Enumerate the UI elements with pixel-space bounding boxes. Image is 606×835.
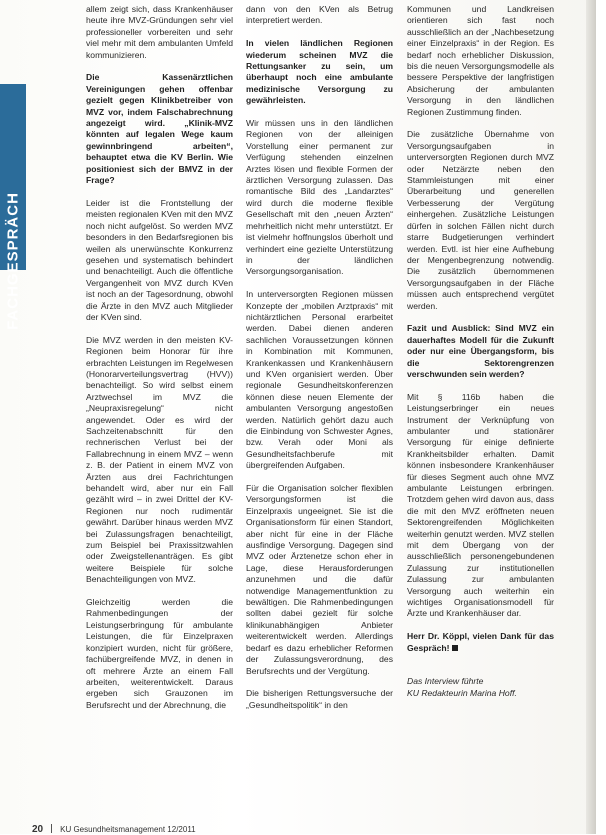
credit-line-1: Das Interview führte xyxy=(407,676,484,687)
column-3-paragraphs xyxy=(407,4,554,654)
interview-credit xyxy=(407,676,554,699)
answer-paragraph: Die zusätzliche Übernahme von Versorgungsaufgaben in unterversorgten Regionen durch MVZ oder Netzärzte neben den Stammleistungen mit einer Überarbeitung und generellen Verbesserung der Vergütung einhergehen. Zusätzliche Leistungen dürfen in solchen Fällen nicht durch starre Budgetierungen verhindert werden. Evtl. ist hier eine Aufhebung der Mengenbegrenzung notwendig. Die zusätzlich übernommenen Versorgungsaufgaben in der Fläche müssen auch entsprechend vergütet werden. xyxy=(407,129,554,311)
answer-paragraph: Die MVZ werden in den meisten KV-Regionen beim Honorar für ihre erbrachten Leistungen im Regelwesen (Honorarverteilungsvertrag (HVV)) benachteiligt. So wird selbst einem Arztwechsel im MVZ die „Neupraxisregelung“ nicht angewendet. Oder es wird der Sachzeitenabschnitt für den rechnerischen Verlust bei der Fallabrechnung in einem MVZ – wenn z. B. der Patient in einem MVZ von Ärzten aus drei Fachrichtungen behandelt wird, aber nur ein Fall gezählt wird – in zwei Drittel der KV-Regionen nur noch rudimentär gewährt. Darüber hinaus werden MVZ bei Zulassungsfragen benachteiligt, zum Beispiel bei Praxissitzwahlen oder Zweigstellenanträgen. Es gibt weitere Beispiele für solche Benachteiligungen von MVZ. xyxy=(86,334,233,585)
page-number: 20 xyxy=(32,824,44,835)
publication-name: KU Gesundheitsmanagement 12/2011 xyxy=(60,825,196,834)
page-footer xyxy=(32,824,196,835)
section-label: FACHGESPRÄCH xyxy=(4,192,22,330)
answer-paragraph: Leider ist die Frontstellung der meisten regionalen KVen mit den MVZ noch nicht aufgelöst. So werden MVZ besonders in den Bedarfsregionen bis weilen als unerwünschte Konkurrenz gesehen und systematisch behindert und benachteiligt. Auch die öffentliche Vergangenheit von MVZ durch KVen ist noch an der Tagesordnung, obwohl die Ärzte in den MVZ auch Mitglieder der KVen sind. xyxy=(86,197,233,322)
answer-paragraph: Gleichzeitig werden die Rahmenbedingungen der Leistungserbringung für ambulante Leistungen, die für Einzelpraxen konzipiert wurden, nicht für größere, fachübergreifende MVZ, in denen in oft mehrere Ärzte an einem Fall arbeiten, weiterentwickelt. Daraus ergeben sich Grauzonen im Berufsrecht und der Abrechnung, die xyxy=(86,597,233,710)
text-column-1 xyxy=(86,4,233,723)
interview-question: Fazit und Ausblick: Sind MVZ ein dauerhaftes Modell für die Zukunft oder nur eine Übergangsform, bis die Sektorengrenzen verschwunden sein werden? xyxy=(407,323,554,379)
answer-paragraph: dann von den KVen als Betrug interpretiert werden. xyxy=(246,4,393,26)
answer-paragraph: Mit § 116b haben die Leistungserbringer ein neues Instrument der Verknüpfung von ambulanter und stationärer Versorgung für einige definierte Krankheitsbilder erhalten. Damit können insbesondere Krankenhäuser für dieses Segment auch ohne MVZ ambulante Leistungen erbringen. Trotzdem gehen wird davon aus, dass die mit den MVZ eröffneten neuen Sektorengreifenden Möglichkeiten weiterhin genutzt werden. MVZ stellen mit dem Übergang von der ausschließlich personengebundenen Zulassung zur institutionellen Zulassung zur ambulanten Versorgung auch weiterhin ein wichtiges Organisationsmodell für Ärzte und Krankenhäuser dar. xyxy=(407,391,554,619)
page-edge-shadow xyxy=(586,0,596,834)
answer-paragraph: Kommunen und Landkreisen orientieren sich fast noch ausschließlich an der „Nachbesetzung einer Einzelpraxis“ in der Region. Es bedarf noch erheblicher Diskussion, bis die neuen Versorgungsmodelle als bessere Perspektive der langfristigen Absicherung der ambulanten Versorgung in den ländlichen Regionen Zustimmung finden. xyxy=(407,4,554,117)
interview-question: In vielen ländlichen Regionen wiederum scheinen MVZ die Rettungsanker zu sein, um überhaupt noch eine ambulante medizinische Versorgung zu gewährleisten. xyxy=(246,38,393,106)
answer-paragraph: allem zeigt sich, dass Krankenhäuser heute ihre MVZ-Gründungen sehr viel professioneller vorbereiten und sehr viel mehr mit dem ambulanten Umfeld kommunizieren. xyxy=(86,4,233,60)
answer-paragraph: Die bisherigen Rettungsversuche der „Gesundheitspolitik“ in den xyxy=(246,688,393,710)
text-column-2 xyxy=(246,4,393,723)
section-band xyxy=(0,84,26,330)
interview-question: Herr Dr. Köppl, vielen Dank für das Gespräch! xyxy=(407,631,554,653)
footer-divider xyxy=(51,824,52,833)
end-mark-icon xyxy=(452,645,458,651)
answer-paragraph: Wir müssen uns in den ländlichen Regionen von der alleinigen Vorstellung einer permanent zur Verfügung stehenden einzelnen Arztes lösen und flexible Formen der ärztlichen Versorgung zulassen. Das romantische Bild des „Landarztes“ wird durch die moderne flexible Gesellschaft mit den „neuen Ärzten“ mehrheitlich nicht mehr unterstützt. Er ist vielmehr hoffnungslos überholt und verhindert eine gezielte Unterstützung in der ländlichen Versorgungsorganisation. xyxy=(246,118,393,277)
answer-paragraph: In unterversorgten Regionen müssen Konzepte der „mobilen Arztpraxis“ mit nichtärztlichen Personal erarbeitet werden. Dabei dienen anderen sachlichen Voraussetzungen können in Kombination mit Kommunen, Krankenkassen und Krankenhäusern und KVen organisiert werden. Über regionale Gesundheitskonferenzen können diese neuen Elemente der ambulanten Versorgung angestoßen werden. Natürlich gehört dazu auch die Einbindung von Schwester Agnes, bzw. Verah oder Moni als Gesundheitsfachberufe mit übergreifenden Aufgaben. xyxy=(246,289,393,471)
credit-line-2: KU Redakteurin Marina Hoff. xyxy=(407,687,517,698)
interview-question: Die Kassenärztlichen Vereinigungen gehen offenbar gezielt gegen Klinikbetreiber von MVZ vor, indem Falschabrechnung angezeigt wird. „Klinik-MVZ könnten auf legalen Wege kaum gewinnbringend arbeiten“, behauptet etwa die KV Berlin. Wie positioniest sich der BMVZ in der Frage? xyxy=(86,72,233,186)
answer-paragraph: Für die Organisation solcher flexiblen Versorgungsformen ist die Einzelpraxis ungeeignet. Sie ist die Organisationsform für einen Standort, aber nicht für eine in der Fläche ausfindige Versorgung. Dagegen sind MVZ oder Ärztenetze schon eher in Lage, diese Herausforderungen anzunehmen und die dafür notwendige Managementfunktion zu bewältigen. Die Rahmenbedingungen sollten dabei gezielt für solche klinikunabhängigen Anbieter weiterentwickelt werden. Allerdings bedarf es dazu erheblicher Reformen der Zulassungsverordnung, des Berufsrechts und der Vergütung. xyxy=(246,483,393,676)
text-column-3 xyxy=(407,4,554,699)
